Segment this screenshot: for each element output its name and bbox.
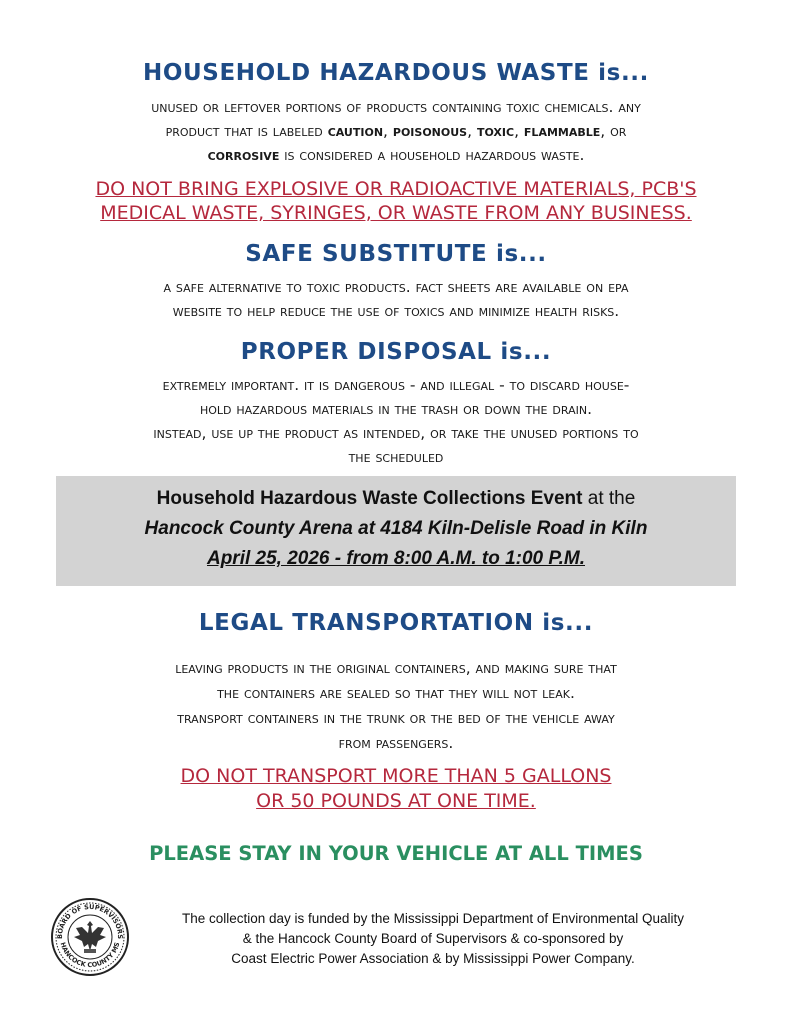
label-caution: caution (327, 122, 384, 140)
safe-line-1: a safe alternative to toxic products. fact sheets are available on epa (163, 278, 629, 296)
hhw-heading: HOUSEHOLD HAZARDOUS WASTE is... (143, 60, 649, 86)
label-flammable: flammable (523, 122, 601, 140)
transport-line-1: leaving products in the original containers, and making sure that (175, 659, 617, 677)
funding-line-2: & the Hancock County Board of Supervisors & co-sponsored by (242, 931, 624, 946)
transport-line-4: from passengers. (338, 734, 454, 752)
county-seal-icon (50, 897, 130, 977)
event-title-rest: at the (582, 488, 636, 509)
sep-1: , (383, 122, 393, 140)
hhw-line-3 (0, 143, 792, 167)
event-title: Household Hazardous Waste Collections Event (156, 488, 583, 509)
disposal-line-3: instead, use up the product as intended, or take the unused portions to (153, 424, 639, 442)
transport-heading: LEGAL TRANSPORTATION is... (198, 610, 594, 636)
seal-top-text: BOARD OF SUPERVISORS (55, 902, 125, 940)
hhw-line-2-post: , or (600, 122, 627, 140)
transport-line-3: transport containers in the trunk or the bed of the vehicle away (177, 709, 615, 727)
transport-line-2: the containers are sealed so that they will not leak. (217, 684, 575, 702)
funding-note (148, 909, 718, 969)
seal-bottom-text: HANCOCK COUNTY MS (58, 941, 122, 970)
safe-line-2: website to help reduce the use of toxics and minimize health risks. (172, 302, 620, 320)
funding-line-3: Coast Electric Power Association & by Mississippi Power Company. (231, 951, 635, 966)
event-location: Hancock County Arena at 4184 Kiln-Delisle Road in Kiln (144, 518, 648, 539)
event-date: April 25, 2026 - from 8:00 A.M. to 1:00 P.M. (206, 548, 585, 569)
hhw-warning-1: DO NOT BRING EXPLOSIVE OR RADIOACTIVE MATERIALS, PCB'S (95, 178, 697, 200)
safe-heading: SAFE SUBSTITUTE is... (245, 241, 547, 267)
transport-warning-1: DO NOT TRANSPORT MORE THAN 5 GALLONS (180, 765, 612, 787)
sep-2: , (467, 122, 477, 140)
event-box (56, 476, 736, 586)
disposal-line-1: extremely important. it is dangerous - and illegal - to discard house- (162, 376, 630, 394)
disposal-line-4: the scheduled (348, 448, 444, 466)
hhw-line-2 (0, 119, 792, 143)
transport-warning-2: OR 50 POUNDS AT ONE TIME. (256, 790, 536, 812)
sep-3: , (514, 122, 524, 140)
label-toxic: toxic (476, 122, 515, 140)
hhw-line-1: unused or leftover portions of products containing toxic chemicals. any (151, 98, 641, 116)
hhw-warning-2: MEDICAL WASTE, SYRINGES, OR WASTE FROM ANY BUSINESS. (100, 202, 692, 224)
label-corrosive: corrosive (207, 146, 280, 164)
hhw-line-2-pre: product that is labeled (165, 122, 328, 140)
event-line-1 (56, 484, 736, 514)
hhw-line-3-post: is considered a household hazardous waste. (279, 146, 585, 164)
label-poisonous: poisonous (392, 122, 468, 140)
funding-line-1: The collection day is funded by the Mississippi Department of Environmental Quality (182, 911, 684, 926)
disposal-heading: PROPER DISPOSAL is... (240, 339, 552, 365)
disposal-line-2: hold hazardous materials in the trash or down the drain. (199, 400, 593, 418)
stay-in-vehicle-notice: PLEASE STAY IN YOUR VEHICLE AT ALL TIMES (149, 842, 643, 865)
